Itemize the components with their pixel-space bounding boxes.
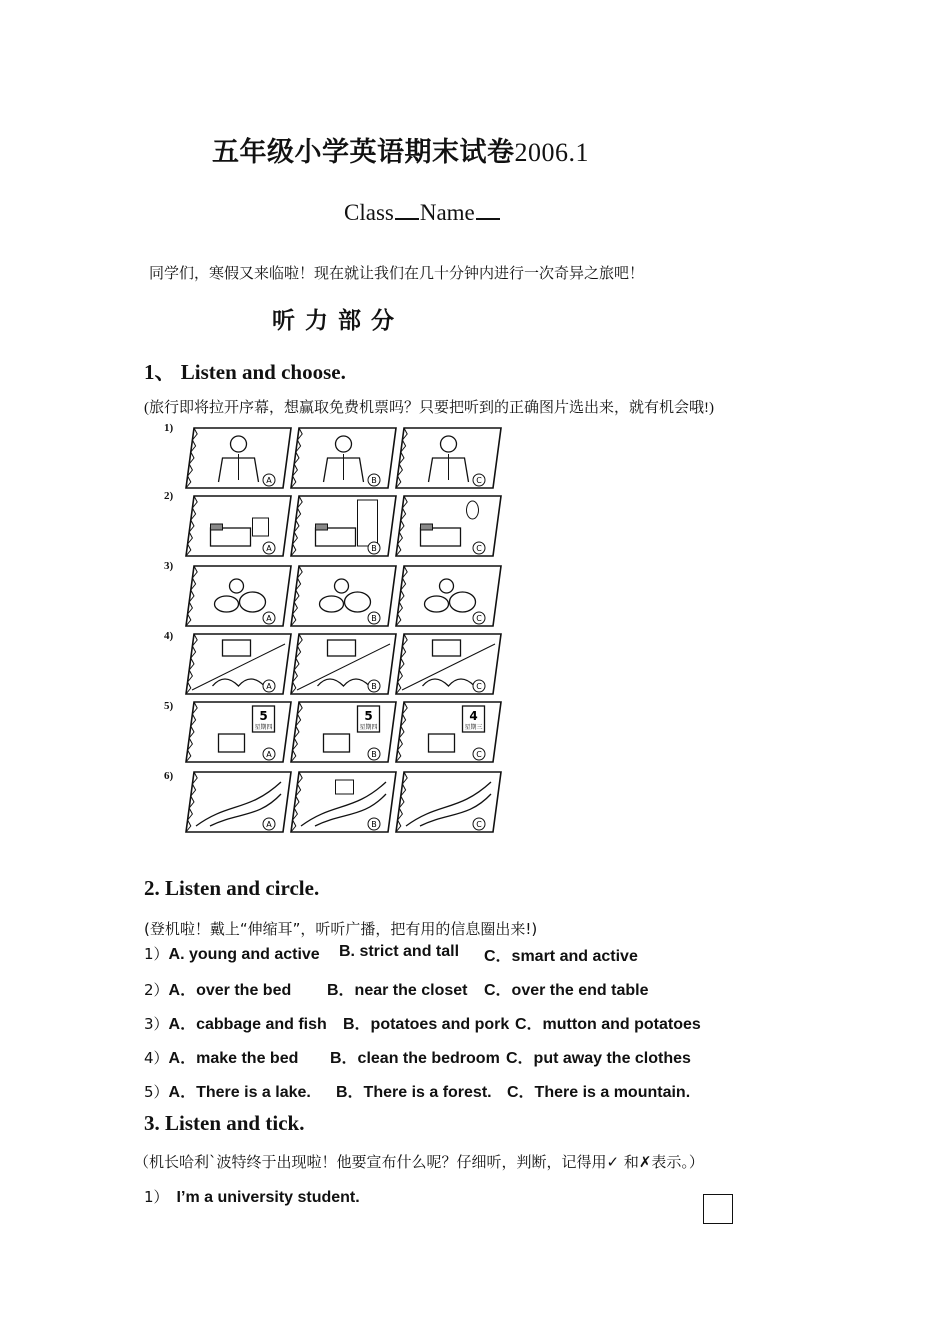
calendar-day: 4 xyxy=(469,709,478,723)
item-number: 1） xyxy=(144,945,169,963)
item-number: 1） xyxy=(144,1188,169,1206)
row-label: 1) xyxy=(164,422,174,434)
item-number: 2） xyxy=(144,981,169,999)
calendar-weekday: 星期三 xyxy=(464,724,483,731)
pillow xyxy=(316,524,328,530)
answer-box[interactable] xyxy=(703,1194,733,1224)
choice-letter: C xyxy=(476,682,482,691)
option-c[interactable]: C．over the end table xyxy=(484,982,649,999)
choice-letter: B xyxy=(371,682,377,691)
circle-item xyxy=(144,1079,691,1102)
option-a[interactable]: A．There is a lake. xyxy=(168,1084,311,1101)
choice-letter: C xyxy=(476,614,482,623)
part3-note: （机长哈利`波特终于出现啦！他要宣布什么呢？仔细听，判断，记得用✓ 和✗表示。） xyxy=(134,1153,704,1171)
item-number: 3） xyxy=(144,1015,169,1033)
listening-pictures xyxy=(160,420,510,840)
part2-note: (登机啦！戴上“伸缩耳”，听听广播，把有用的信息圈出来!) xyxy=(144,920,538,938)
class-label: Class xyxy=(344,200,394,225)
row-label: 5) xyxy=(164,700,174,712)
row-label: 3) xyxy=(164,560,174,572)
pillow xyxy=(211,524,223,530)
option-c[interactable]: C．put away the clothes xyxy=(506,1050,691,1067)
item-number: 4） xyxy=(144,1049,169,1067)
circle-item xyxy=(144,977,649,1000)
choice-letter: B xyxy=(371,750,377,759)
choice-letter: A xyxy=(266,614,272,623)
option-a[interactable]: A. young and active xyxy=(168,946,320,963)
choice-letter: C xyxy=(476,544,482,553)
choice-letter: A xyxy=(266,682,272,691)
row-label: 2) xyxy=(164,490,174,502)
option-b[interactable]: B．clean the bedroom xyxy=(330,1050,500,1067)
option-c[interactable]: C．There is a mountain. xyxy=(507,1084,691,1101)
circle-item xyxy=(144,943,638,965)
row-label: 4) xyxy=(164,630,174,642)
choice-letter: B xyxy=(371,614,377,623)
option-b[interactable]: B．There is a forest. xyxy=(336,1084,492,1101)
option-a[interactable]: A．make the bed xyxy=(168,1050,299,1067)
class-blank[interactable] xyxy=(395,202,419,220)
calendar-day: 5 xyxy=(259,709,268,723)
class-name-line xyxy=(344,200,501,226)
calendar-weekday: 星期四 xyxy=(254,724,273,731)
name-label: Name xyxy=(419,200,475,225)
calendar-day: 5 xyxy=(364,709,373,723)
option-b[interactable]: B．potatoes and pork xyxy=(343,1016,510,1033)
choice-letter: A xyxy=(266,544,272,553)
calendar-weekday: 星期四 xyxy=(359,724,378,731)
part2-heading: 2. Listen and circle. xyxy=(144,876,320,900)
row-label: 6) xyxy=(164,770,174,782)
choice-letter: B xyxy=(371,476,377,485)
tick-item-text: I’m a university student. xyxy=(176,1189,360,1206)
choice-letter: C xyxy=(476,820,482,829)
title-year: 2006.1 xyxy=(514,138,589,167)
name-blank[interactable] xyxy=(476,202,500,220)
choice-letter: B xyxy=(371,820,377,829)
option-b[interactable]: B．near the closet xyxy=(327,982,468,999)
tick-item xyxy=(144,1186,360,1207)
part3-heading: 3. Listen and tick. xyxy=(144,1111,305,1135)
circle-item xyxy=(144,1011,701,1034)
circle-item xyxy=(144,1045,691,1068)
option-c[interactable]: C．smart and active xyxy=(484,948,638,965)
intro-text: 同学们，寒假又来临啦！现在就让我们在几十分钟内进行一次奇异之旅吧！ xyxy=(149,264,645,282)
page-title xyxy=(212,130,589,169)
pillow xyxy=(421,524,433,530)
option-b[interactable]: B. strict and tall xyxy=(339,943,460,960)
option-c[interactable]: C．mutton and potatoes xyxy=(515,1016,701,1033)
choice-letter: C xyxy=(476,476,482,485)
choice-letter: C xyxy=(476,750,482,759)
part1-heading: 1、 Listen and choose. xyxy=(144,360,346,384)
option-a[interactable]: A．cabbage and fish xyxy=(168,1016,327,1033)
choice-letter: A xyxy=(266,750,272,759)
title-text: 五年级小学英语期末试卷 xyxy=(212,137,515,168)
section-title: 听力部分 xyxy=(272,308,404,334)
choice-letter: A xyxy=(266,476,272,485)
choice-letter: A xyxy=(266,820,272,829)
part1-note: (旅行即将拉开序幕，想赢取免费机票吗？只要把听到的正确图片选出来，就有机会哦!) xyxy=(144,400,714,416)
item-number: 5） xyxy=(144,1083,169,1101)
picture-grid xyxy=(160,420,510,840)
house xyxy=(336,780,354,794)
option-a[interactable]: A．over the bed xyxy=(168,982,292,999)
choice-letter: B xyxy=(371,544,377,553)
